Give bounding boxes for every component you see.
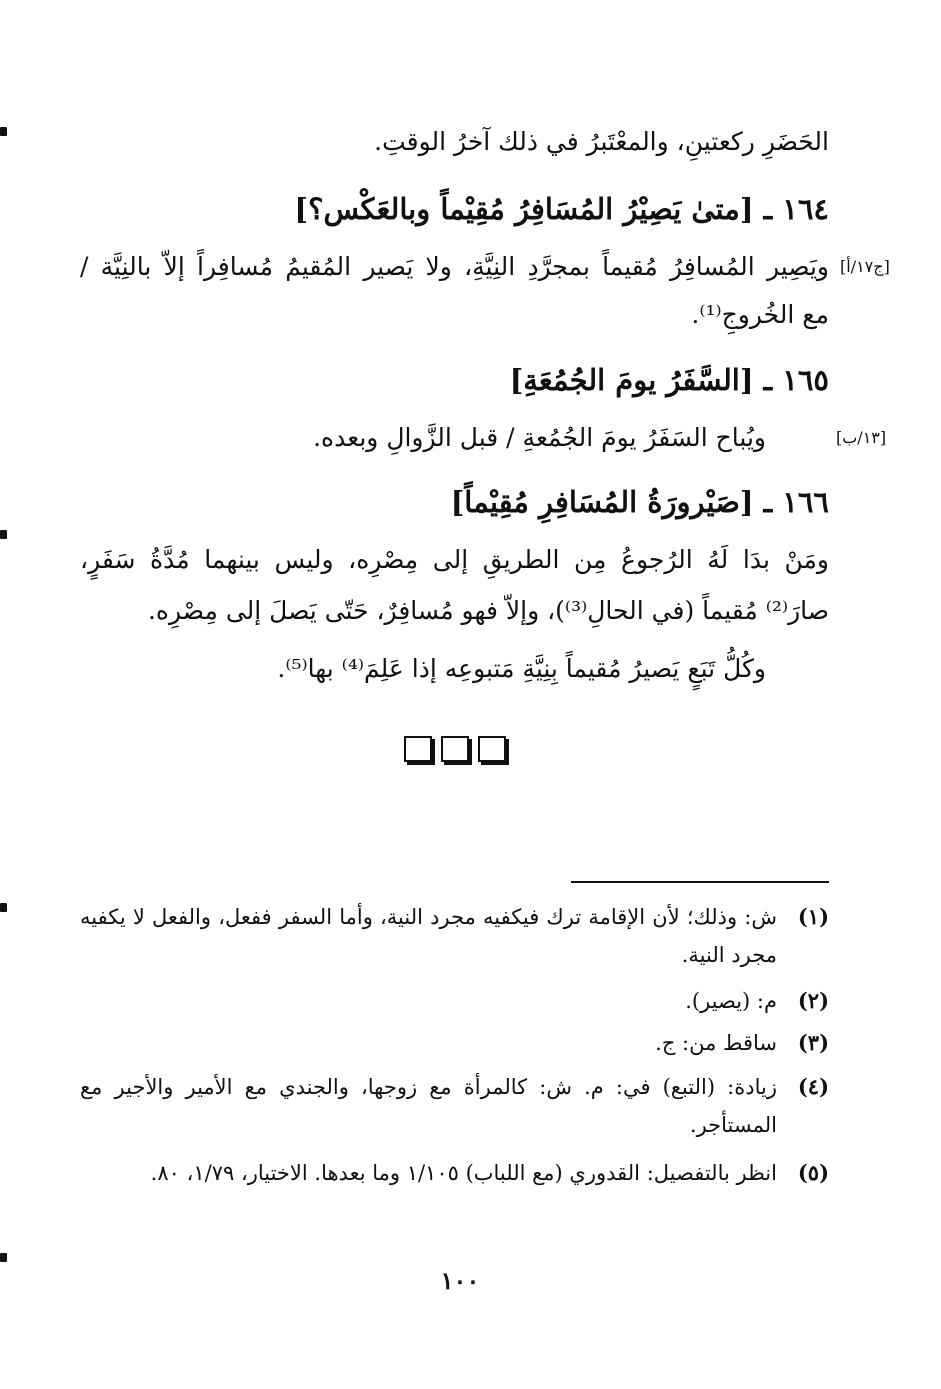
body-line-3: مع الخُروجِ⁽¹⁾.: [691, 300, 829, 329]
ornament-square: [441, 736, 469, 762]
footnote-text: ش: وذلك؛ لأن الإقامة ترك فيكفيه مجرد النية، وأما السفر ففعل، والفعل لا يكفيه مجرد النية.: [80, 905, 777, 967]
footnote-number: (٥): [797, 1160, 829, 1185]
body-line-5: ومَنْ بدَا لَهُ الرُجوعُ مِن الطريقِ إلى مِصْرِه، وليس بينهما مُدَّةُ سَفَرٍ،: [80, 545, 829, 574]
body-line-2: ويَصِير المُسافِرُ مُقيماً بمجرَّدِ النِيَّةِ، ولا يَصير المُقيمُ مُسافِراً إلاّ بالنِيَّة /: [80, 252, 829, 281]
footnote-text: زيادة: (التبع) في: م. ش: كالمرأة مع زوجها، والجندي مع الأمير والأجير مع المستأجر.: [80, 1075, 777, 1137]
footnote-4: [80, 1068, 829, 1144]
section-heading-164: ١٦٤ ـ [متىٰ يَصِيْرُ المُسَافِرُ مُقِيْماً وبالعَكْس؟]: [294, 192, 829, 226]
body-line-7: وكُلُّ تَبَعٍ يَصيرُ مُقيماً بِنِيَّةِ مَتبوعِه إذا عَلِمَ⁽⁴⁾ بها⁽⁵⁾.: [277, 654, 766, 683]
ornament-square: [404, 736, 432, 762]
footnote-text: م: (يصير).: [685, 989, 777, 1013]
manuscript-ref-2: [١٣/ب]: [836, 428, 887, 447]
page-number: ١٠٠: [440, 1266, 480, 1295]
footnote-number: (٤): [797, 1074, 829, 1099]
footnote-separator: [571, 881, 829, 883]
scan-edge-mark: [0, 1253, 7, 1262]
footnote-number: (٢): [797, 988, 829, 1013]
section-heading-166: ١٦٦ ـ [صَيْرورَةُ المُسَافِرِ مُقِيْماً]: [450, 485, 829, 519]
section-end-ornament: [404, 736, 506, 762]
manuscript-ref-1: [ج١٧/أ]: [840, 257, 890, 276]
footnote-1: [80, 898, 829, 974]
footnote-2: [80, 982, 829, 1020]
scan-edge-mark: [0, 127, 7, 136]
footnote-3: [80, 1024, 829, 1062]
footnote-5: [80, 1154, 829, 1192]
footnote-text: انظر بالتفصيل: القدوري (مع اللباب) ١/١٠٥ وما بعدها. الاختيار، ١/٧٩، ٨٠.: [150, 1161, 777, 1185]
ornament-square: [478, 736, 506, 762]
body-line-1: الحَضَرِ ركعتينِ، والمعْتَبرُ في ذلك آخرُ الوقتِ.: [374, 127, 829, 156]
footnote-number: (١): [797, 904, 829, 929]
scan-edge-mark: [0, 530, 7, 539]
body-line-6: صارَ⁽²⁾ مُقيماً (في الحالِ⁽³⁾)، وإلاّ فهو مُسافِرٌ، حَتّى يَصلَ إلى مِصْرِه.: [147, 596, 829, 625]
scan-edge-mark: [0, 903, 7, 912]
body-line-4: ويُباح السَفَرُ يومَ الجُمُعةِ / قبل الزَّوالِ وبعده.: [313, 423, 766, 452]
section-heading-165: ١٦٥ ـ [السَّفَرُ يومَ الجُمُعَةِ]: [509, 363, 829, 397]
footnote-number: (٣): [797, 1030, 829, 1055]
footnote-text: ساقط من: ج.: [655, 1031, 777, 1055]
